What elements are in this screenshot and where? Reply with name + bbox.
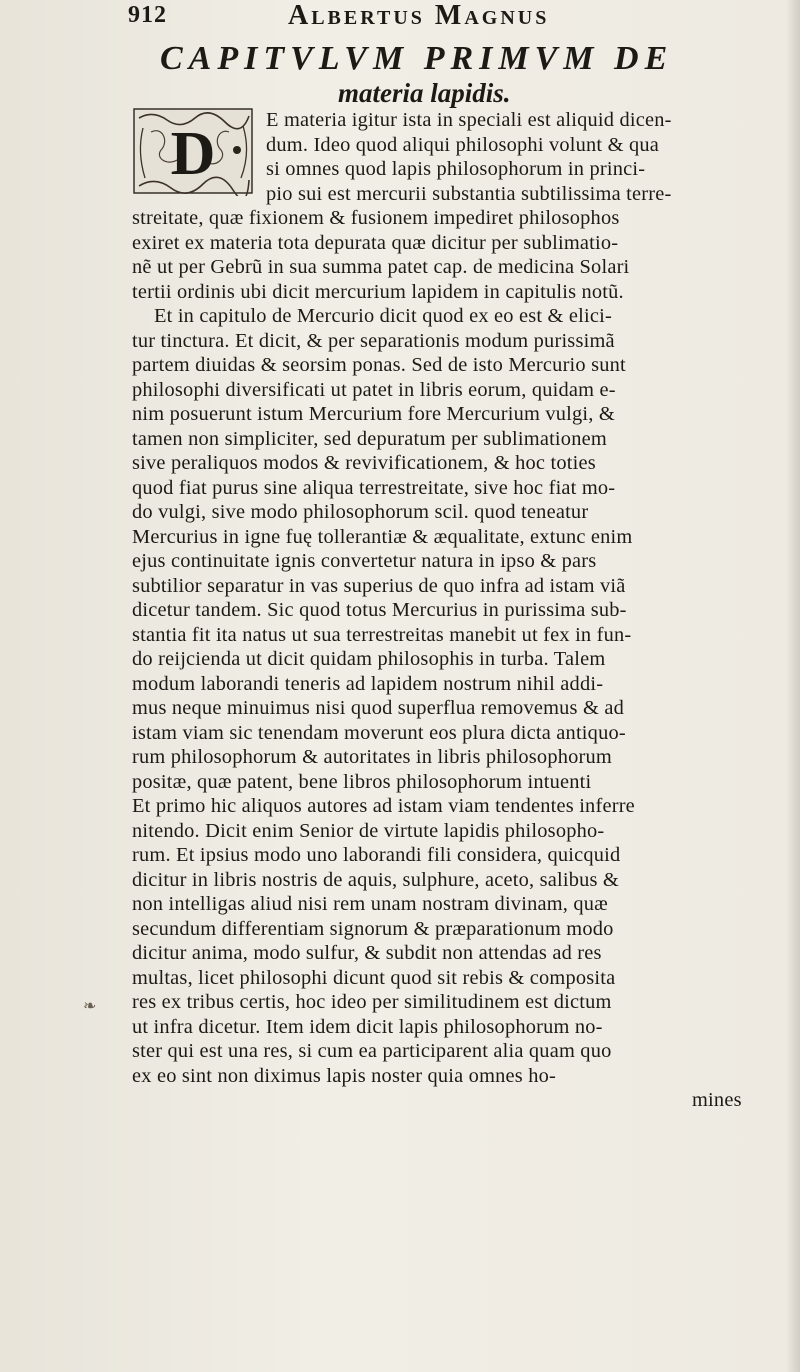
text-line: do vulgi, sive modo philosophorum scil. quod teneatur — [132, 501, 589, 523]
text-line: res ex tribus certis, hoc ideo per similitudinem est dictum — [132, 991, 612, 1013]
text-line: Mercurius in igne fuę tollerantiæ & æqualitate, extunc enim — [132, 525, 633, 548]
text-line: stantia fit ita natus ut sua terrestreitas manebit ut fex in fun- — [132, 623, 632, 646]
text-line: philosophi diversificati ut patet in libris eorum, quidam e- — [132, 378, 616, 401]
text-line: exiret ex materia tota depurata quæ dicitur per sublimatio- — [132, 231, 619, 254]
text-line: subtilior separatur in vas superius de quo infra ad istam viã — [132, 574, 626, 597]
text-line: ster qui est una res, si cum ea participarent alia quam quo — [132, 1040, 612, 1062]
text-line: dicitur in libris nostris de aquis, sulphure, aceto, salibus & — [132, 868, 619, 891]
text-line: sive peraliquos modos & revivificationem, & hoc toties — [132, 452, 596, 474]
text-line: tur tinctura. Et dicit, & per separationis modum purissimã — [132, 329, 615, 352]
text-line: secundum differentiam signorum & præparationum modo — [132, 917, 614, 940]
text-line: dum. Ideo quod aliqui philosophi volunt & qua — [266, 133, 659, 156]
text-line: positæ, quæ patent, bene libros philosophorum intuenti — [132, 770, 592, 793]
text-line: ex eo sint non diximus lapis noster quia omnes ho- — [132, 1064, 556, 1087]
page-header — [128, 2, 788, 36]
text-line: nim posuerunt istum Mercurium fore Mercurium vulgi, & — [132, 403, 615, 425]
text-line: Et primo hic aliquos autores ad istam viam tendentes inferre — [132, 795, 635, 817]
text-line: E materia igitur ista in speciali est aliquid dicen- — [266, 109, 672, 131]
text-line: do reijcienda ut dicit quidam philosophis in turba. Talem — [132, 648, 606, 670]
running-head: Albertus Magnus — [288, 0, 550, 31]
text-line: nẽ ut per Gebrũ in sua summa patet cap. de medicina Solari — [132, 256, 630, 278]
chapter-title: CAPITVLVM PRIMVM DE — [160, 40, 674, 77]
text-line: ejus continuitate ignis convertetur natura in ipso & pars — [132, 550, 597, 572]
chapter-subtitle: materia lapidis. — [338, 78, 511, 108]
margin-ornament-icon: ❧ — [83, 998, 97, 1015]
text-line: rum philosophorum & autoritates in libris philosophorum — [132, 746, 612, 768]
text-line: tertii ordinis ubi dicit mercurium lapidem in capitulis notũ. — [132, 280, 624, 303]
text-line: istam viam sic tenendam moverunt eos plura dicta antiquo- — [132, 721, 626, 744]
text-line: rum. Et ipsius modo uno laborandi fili considera, quicquid — [132, 844, 621, 866]
text-line: partem diuidas & seorsim ponas. Sed de isto Mercurio sunt — [132, 354, 626, 376]
text-line: multas, licet philosophi dicunt quod sit rebis & composita — [132, 966, 616, 989]
text-line: streitate, quæ fixionem & fusionem impediret philosophos — [132, 207, 620, 229]
text-line: nitendo. Dicit enim Senior de virtute lapidis philosopho- — [132, 819, 605, 842]
text-line: quod fiat purus sine aliqua terrestreitate, sive hoc fiat mo- — [132, 476, 616, 499]
text-line: modum laborandi teneris ad lapidem nostrum nihil addi- — [132, 672, 604, 695]
page-number: 912 — [128, 2, 167, 28]
text-line: mines — [692, 1089, 742, 1111]
text-line: tamen non simpliciter, sed depuratum per sublimationem — [132, 427, 607, 450]
page-edge-shadow — [786, 0, 800, 1372]
decorated-initial-d-icon — [133, 108, 257, 196]
text-line: dicitur anima, modo sulfur, & subdit non attendas ad res — [132, 942, 602, 964]
text-line: pio sui est mercurii substantia subtilissima terre- — [266, 182, 672, 205]
text-line: ut infra dicetur. Item idem dicit lapis philosophorum no- — [132, 1015, 603, 1038]
text-line: mus neque minuimus nisi quod superflua removemus & ad — [132, 697, 624, 719]
text-line: non intelligas aliud nisi rem unam nostram divinam, quæ — [132, 893, 608, 915]
svg-text:D: D — [170, 120, 216, 188]
text-line: si omnes quod lapis philosophorum in princi- — [266, 158, 646, 180]
text-line: dicetur tandem. Sic quod totus Mercurius in purissima sub- — [132, 599, 627, 621]
text-line: Et in capitulo de Mercurio dicit quod ex eo est & elici- — [154, 305, 612, 327]
